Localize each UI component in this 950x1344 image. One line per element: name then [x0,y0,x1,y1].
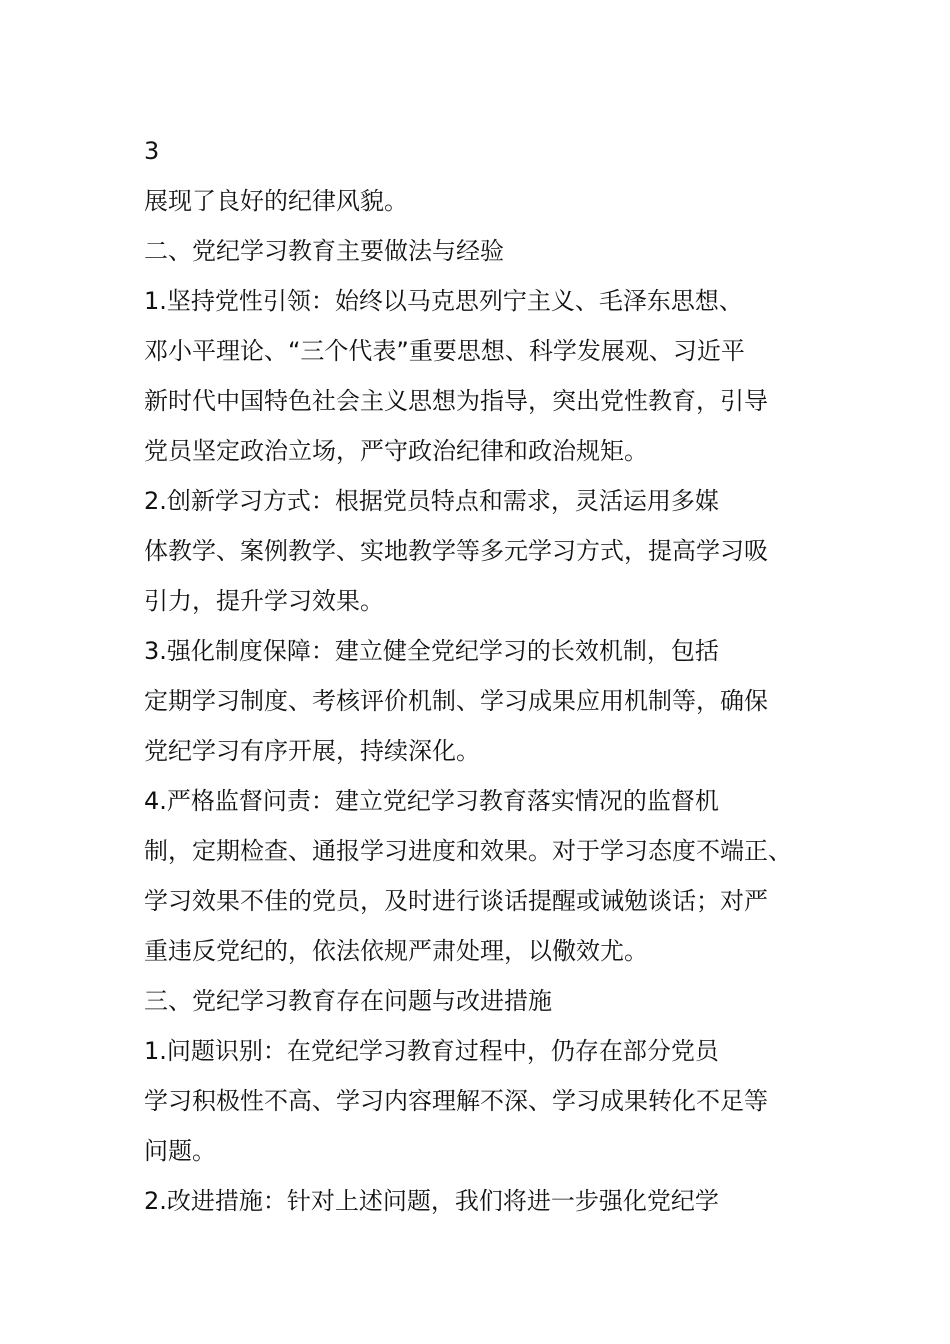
text-line: 制，定期检查、通报学习进度和效果。对于学习态度不端正、 [144,837,792,865]
text-line: 重违反党纪的，依法依规严肃处理，以儆效尤。 [144,937,648,965]
text-line: 党纪学习有序开展，持续深化。 [144,737,480,765]
text-line: 定期学习制度、考核评价机制、学习成果应用机制等，确保 [144,687,768,715]
text-line: 邓小平理论、“三个代表”重要思想、科学发展观、习近平 [144,337,745,365]
text-line: 展现了良好的纪律风貌。 [144,187,408,215]
text-line: 学习效果不佳的党员，及时进行谈话提醒或诫勉谈话；对严 [144,887,768,915]
text-line: 引力，提升学习效果。 [144,587,384,615]
section-heading: 二、党纪学习教育主要做法与经验 [144,237,504,265]
page-number: 3 [144,137,160,165]
text-line: 3.强化制度保障：建立健全党纪学习的长效机制，包括 [144,637,719,665]
text-line: 2.创新学习方式：根据党员特点和需求，灵活运用多媒 [144,487,719,515]
text-line: 学习积极性不高、学习内容理解不深、学习成果转化不足等 [144,1087,768,1115]
text-line: 4.严格监督问责：建立党纪学习教育落实情况的监督机 [144,787,719,815]
text-line: 党员坚定政治立场，严守政治纪律和政治规矩。 [144,437,648,465]
text-line: 新时代中国特色社会主义思想为指导，突出党性教育，引导 [144,387,768,415]
section-heading: 三、党纪学习教育存在问题与改进措施 [144,987,552,1015]
text-line: 1.问题识别：在党纪学习教育过程中，仍存在部分党员 [144,1037,719,1065]
text-line: 1.坚持党性引领：始终以马克思列宁主义、毛泽东思想、 [144,287,743,315]
text-line: 体教学、案例教学、实地教学等多元学习方式，提高学习吸 [144,537,768,565]
text-line: 问题。 [144,1137,216,1165]
text-line: 2.改进措施：针对上述问题，我们将进一步强化党纪学 [144,1187,719,1215]
